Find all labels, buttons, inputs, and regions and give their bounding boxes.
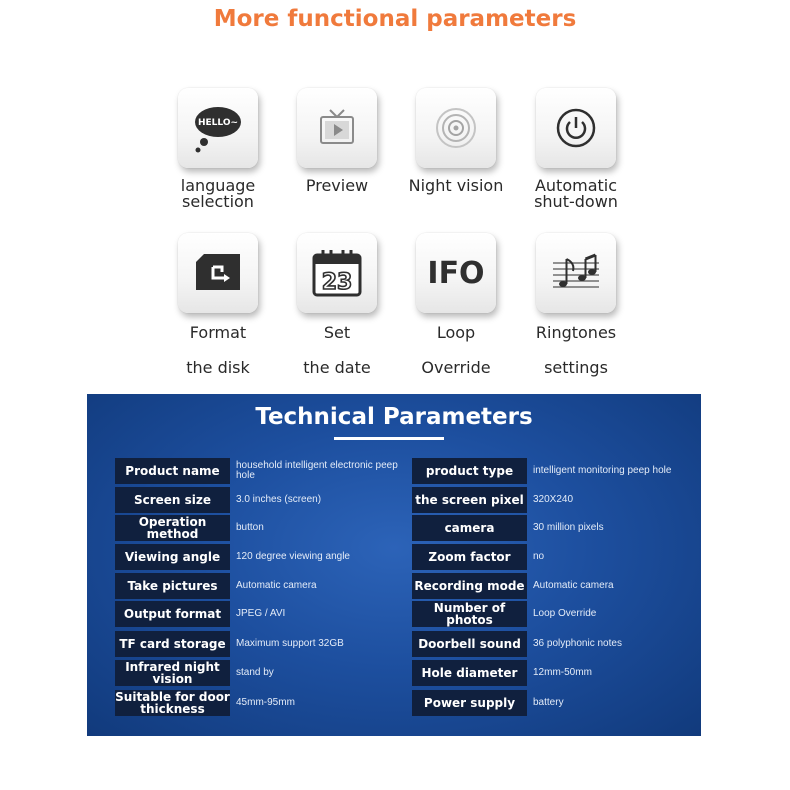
calendar-date-text: 23 [321, 270, 353, 295]
feature-night-vision [386, 88, 526, 194]
param-value: Automatic camera [236, 580, 317, 591]
param-value: 120 degree viewing angle [236, 551, 350, 562]
param-value: 30 million pixels [533, 522, 604, 533]
technical-parameters-panel [87, 394, 701, 736]
feature-loop-override [386, 233, 526, 385]
feature-icon-box [416, 233, 496, 313]
feature-label: Set the date [303, 323, 371, 377]
hello-badge-text: HELLO~ [197, 118, 239, 128]
param-label: camera [412, 515, 527, 541]
param-value: no [533, 551, 545, 562]
feature-icon-box [178, 233, 258, 313]
feature-icon-box [297, 233, 377, 313]
param-label: Recording mode [412, 573, 527, 599]
param-label: Screen size [115, 487, 230, 513]
param-label: Viewing angle [115, 544, 230, 570]
param-row [115, 515, 415, 541]
music-notes-icon [549, 253, 603, 293]
param-label: Infrared night vision [115, 660, 230, 686]
param-label: Output format [115, 601, 230, 627]
param-row [412, 690, 697, 716]
param-value: JPEG / AVI [236, 608, 286, 619]
param-row [115, 458, 415, 484]
param-value: 36 polyphonic notes [533, 638, 622, 649]
calendar-icon [309, 245, 365, 301]
param-label: Power supply [412, 690, 527, 716]
param-row [115, 487, 415, 513]
feature-label: Automatic shut-down [534, 176, 618, 211]
feature-label: Ringtones settings [535, 323, 617, 377]
param-value: 12mm-50mm [533, 667, 592, 678]
param-label: TF card storage [115, 631, 230, 657]
param-value: Automatic camera [533, 580, 614, 591]
feature-label: language selection [180, 176, 256, 211]
speech-bubble-hello-icon [188, 98, 248, 158]
param-label: Hole diameter [412, 660, 527, 686]
param-row [115, 601, 415, 627]
tv-play-icon [312, 103, 362, 153]
param-label: Operation method [115, 515, 230, 541]
param-row [115, 660, 415, 686]
concentric-circles-icon [431, 103, 481, 153]
feature-automatic-shutdown [506, 88, 646, 210]
param-row [412, 573, 697, 599]
feature-label: Loop Override [421, 323, 491, 377]
param-row [412, 601, 697, 627]
param-label: Suitable for door thickness [115, 690, 230, 716]
param-label: Take pictures [115, 573, 230, 599]
param-row [115, 690, 415, 716]
param-value: button [236, 522, 264, 533]
param-row [115, 573, 415, 599]
param-label: Doorbell sound [412, 631, 527, 657]
param-row [412, 631, 697, 657]
param-label: Number of photos [412, 601, 527, 627]
param-label: product type [412, 458, 527, 484]
param-value: stand by [236, 667, 274, 678]
panel-title: Technical Parameters [255, 404, 533, 430]
param-value: household intelligent electronic peep hole [236, 460, 398, 481]
feature-icon-box [178, 88, 258, 168]
feature-icon-box [536, 88, 616, 168]
title-underline [334, 437, 444, 440]
param-row [115, 631, 415, 657]
param-row [115, 544, 415, 570]
param-label: Product name [115, 458, 230, 484]
param-row [412, 458, 697, 484]
feature-icon-box [416, 88, 496, 168]
param-label: Zoom factor [412, 544, 527, 570]
feature-ringtones-settings [506, 233, 646, 385]
param-value: Loop Override [533, 608, 597, 619]
param-value: intelligent monitoring peep hole [533, 465, 672, 476]
feature-icon-box [297, 88, 377, 168]
param-row [412, 660, 697, 686]
param-value: 3.0 inches (screen) [236, 494, 322, 505]
param-row [412, 515, 697, 541]
feature-label: Format the disk [186, 323, 250, 377]
param-row [412, 544, 697, 570]
param-value: 45mm-95mm [236, 697, 295, 708]
page-title: More functional parameters [213, 6, 577, 32]
param-value: 320X240 [533, 494, 574, 505]
param-label: the screen pixel [412, 487, 527, 513]
param-value: Maximum support 32GB [236, 638, 344, 649]
param-row [412, 487, 697, 513]
param-value: battery [533, 697, 564, 708]
sd-card-format-icon [190, 248, 246, 298]
power-icon [551, 103, 601, 153]
feature-label: Night vision [408, 176, 504, 195]
feature-icon-box [536, 233, 616, 313]
fifo-text-icon: IFO [427, 255, 485, 291]
feature-label: Preview [305, 176, 369, 195]
